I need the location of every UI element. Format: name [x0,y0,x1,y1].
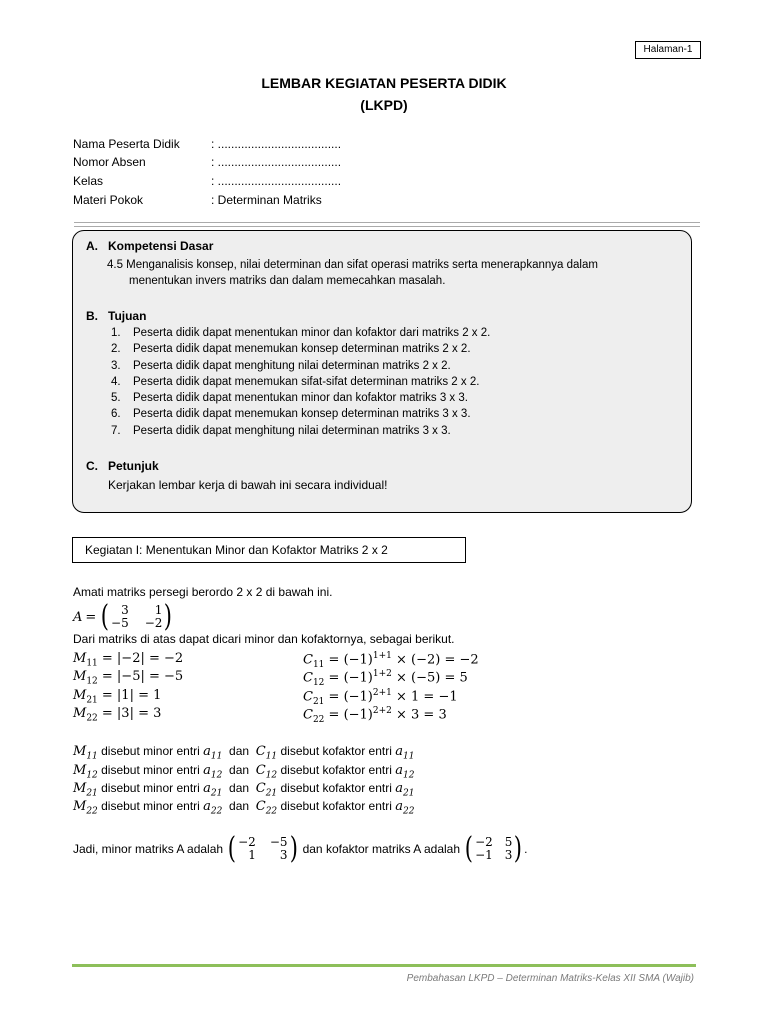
derive-text: Dari matriks di atas dapat dicari minor dan kofaktornya, sebagai berikut. [73,632,455,646]
subscript: 21 [86,695,98,706]
subscript: 22 [210,806,223,817]
minor-expression: = |−2| = −2 [97,651,184,666]
info-value: : ..................................... [211,155,342,169]
cofactor-result: × (−2) = −2 [391,652,479,668]
cofactor-result: × 3 = 3 [391,707,447,723]
superscript: 1+1 [372,651,392,661]
subscript: 22 [402,806,415,817]
subscript: 11 [402,751,415,762]
info-label: Nomor Absen [73,155,146,169]
list-item [111,406,490,422]
matrix-cell: −1 [475,848,493,862]
kompetensi-text: 4.5 Menganalisis konsep, nilai determinan dan sifat operasi matriks serta menerapkannya dalam [107,259,598,271]
item-number: 3. [111,359,121,372]
cofactor-result: × 1 = −1 [391,689,458,705]
info-label: Kelas [73,174,104,188]
minor-row [73,651,183,669]
item-text: Peserta didik dapat menentukan minor dan kofaktor matriks 3 x 3. [133,392,468,405]
divider [74,226,700,227]
matrix-name: A [73,609,83,625]
left-paren: ( [101,599,110,634]
minor-expression: = |1| = 1 [97,688,162,703]
subscript: 11 [86,751,98,762]
minor-matrix [226,831,299,866]
minor-row [73,688,161,706]
desc-text: disebut kofaktor entri [277,781,396,795]
matrix-cell: −5 [111,616,129,630]
subscript: 12 [210,770,223,781]
tujuan-list [111,325,490,439]
subscript: 12 [86,676,98,687]
cofactor-symbol: C [303,707,313,723]
symbol: a [203,799,211,814]
left-paren: ( [465,831,474,866]
petunjuk-text: Kerjakan lembar kerja di bawah ini secara individual! [108,478,388,492]
item-text: Peserta didik dapat menemukan sifat-sifat determinan matriks 2 x 2. [133,375,480,388]
subscript: 12 [265,770,278,781]
symbol: M [73,744,87,759]
symbol: M [73,781,87,796]
list-item [111,358,490,374]
cofactor-matrix [463,831,524,866]
subscript: 12 [86,770,98,781]
cofactor-expression: = (−1) [324,652,373,668]
info-row-materi [73,191,322,209]
superscript: 1+2 [372,669,392,679]
cofactor-symbol: C [303,670,313,686]
cofactor-symbol: C [303,689,313,705]
info-row-absen [73,153,341,171]
section-c-heading [86,459,159,473]
section-title: Kompetensi Dasar [108,239,214,253]
subscript: 11 [210,751,223,762]
matrix-cells [238,836,287,862]
desc-text: dan [222,781,256,795]
page-label: Halaman-1 [635,41,701,59]
matrix-cell: 3 [121,603,129,617]
matrix-cell: −2 [238,835,256,849]
symbol: a [395,763,403,778]
cofactor-row [303,706,447,725]
list-item [111,374,490,390]
item-number: 2. [111,343,121,356]
cofactor-expression: = (−1) [324,670,373,686]
item-text: Peserta didik dapat menentukan minor dan kofaktor dari matriks 2 x 2. [133,327,491,339]
list-item [111,341,490,357]
subscript: 21 [210,788,223,799]
section-letter: B. [86,309,98,323]
item-text: Peserta didik dapat menghitung nilai determinan matriks 3 x 3. [133,424,451,437]
symbol: C [255,763,266,778]
desc-text: disebut kofaktor entri [277,763,396,777]
subscript: 12 [312,677,325,688]
info-label: Materi Pokok [73,193,144,207]
description-row [73,744,414,761]
minor-row [73,669,183,687]
symbol: C [255,744,266,759]
matrix-cell: −2 [144,616,163,630]
symbol: a [203,781,211,796]
desc-text: disebut minor entri [97,744,204,758]
activity-title: Kegiatan I: Menentukan Minor dan Kofaktor Matriks 2 x 2 [72,537,466,563]
left-paren: ( [228,831,237,866]
section-a-heading [86,239,213,253]
matrix-cells [475,836,512,862]
subscript: 21 [265,788,278,799]
minor-symbol: M [73,706,87,721]
item-text: Peserta didik dapat menghitung nilai determinan matriks 2 x 2. [133,359,451,372]
symbol: a [395,799,403,814]
subscript: 22 [265,806,278,817]
desc-text: disebut minor entri [97,781,204,795]
subscript: 11 [86,658,98,669]
subscript: 22 [312,714,325,725]
subscript: 11 [265,751,278,762]
item-number: 6. [111,408,121,421]
subscript: 21 [86,788,98,799]
minor-symbol: M [73,669,87,684]
subscript: 22 [86,713,98,724]
minor-symbol: M [73,651,87,666]
list-item [111,390,490,406]
cofactor-expression: = (−1) [324,689,373,705]
subscript: 22 [86,806,98,817]
item-text: Peserta didik dapat menemukan konsep determinan matriks 3 x 3. [133,408,471,421]
matrix-cell: −2 [475,835,493,849]
divider [74,222,700,223]
symbol: a [203,763,211,778]
item-text: Peserta didik dapat menemukan konsep determinan matriks 2 x 2. [133,343,471,356]
superscript: 2+1 [372,688,392,698]
subscript: 12 [402,770,415,781]
desc-text: disebut kofaktor entri [277,799,396,813]
minor-symbol: M [73,688,87,703]
item-number: 4. [111,375,121,388]
item-number: 1. [111,327,121,339]
symbol: M [73,763,87,778]
symbol: M [73,799,87,814]
desc-text: dan [222,744,256,758]
list-item [111,423,490,439]
info-row-kelas [73,172,341,190]
matrix-cell: 1 [154,603,163,617]
item-number: 7. [111,424,121,437]
section-b-heading [86,309,146,323]
description-row [73,781,414,798]
info-value: : Determinan Matriks [211,193,322,207]
desc-text: dan [222,799,256,813]
info-label: Nama Peserta Didik [73,137,180,151]
minor-expression: = |−5| = −5 [97,669,184,684]
conclusion [73,831,528,866]
info-value: : ..................................... [211,174,342,188]
cofactor-row [303,669,468,688]
matrix-cell: 1 [248,848,256,862]
item-number: 5. [111,392,121,405]
right-paren: ) [514,831,523,866]
intro-text: Amati matriks persegi berordo 2 x 2 di bawah ini. [73,585,333,599]
conclusion-text: dan kofaktor matriks A adalah [299,842,464,856]
info-row-name [73,135,341,153]
cofactor-expression: = (−1) [324,707,373,723]
desc-text: disebut minor entri [97,799,204,813]
kompetensi-text-cont: menentukan invers matriks dan dalam memecahkan masalah. [129,275,446,287]
section-letter: A. [86,239,98,253]
matrix [99,599,174,634]
subscript: 21 [402,788,415,799]
conclusion-text: Jadi, minor matriks A adalah [73,842,227,856]
matrix-cells [111,604,162,630]
page-subtitle: (LKPD) [360,97,408,113]
matrix-cell: −5 [269,835,288,849]
subscript: 11 [312,659,325,670]
minor-expression: = |3| = 3 [97,706,162,721]
section-letter: C. [86,459,98,473]
symbol: C [255,781,266,796]
matrix-cell: 5 [504,835,513,849]
desc-text: disebut kofaktor entri [277,744,396,758]
footer-text: Pembahasan LKPD – Determinan Matriks-Kelas XII SMA (Wajib) [406,973,694,984]
footer-divider [72,964,696,967]
right-paren: ) [289,831,298,866]
right-paren: ) [164,599,173,634]
list-item [111,325,490,341]
matrix-cell: 3 [504,848,513,862]
minor-row [73,706,161,724]
symbol: a [203,744,211,759]
cofactor-symbol: C [303,652,313,668]
cofactor-result: × (−5) = 5 [391,670,468,686]
page-title: LEMBAR KEGIATAN PESERTA DIDIK [261,75,507,91]
matrix-cell: 3 [279,848,288,862]
matrix-a [73,599,174,634]
superscript: 2+2 [372,706,392,716]
desc-text: dan [222,763,256,777]
conclusion-end: . [524,842,528,856]
desc-text: disebut minor entri [97,763,204,777]
symbol: a [395,744,403,759]
cofactor-row [303,688,458,707]
section-title: Tujuan [108,309,147,323]
subscript: 21 [312,696,325,707]
symbol: C [255,799,266,814]
description-row [73,763,414,780]
info-value: : ..................................... [211,137,342,151]
equals: = [85,609,97,625]
description-row [73,799,414,816]
symbol: a [395,781,403,796]
section-title: Petunjuk [108,459,159,473]
cofactor-row [303,651,479,670]
